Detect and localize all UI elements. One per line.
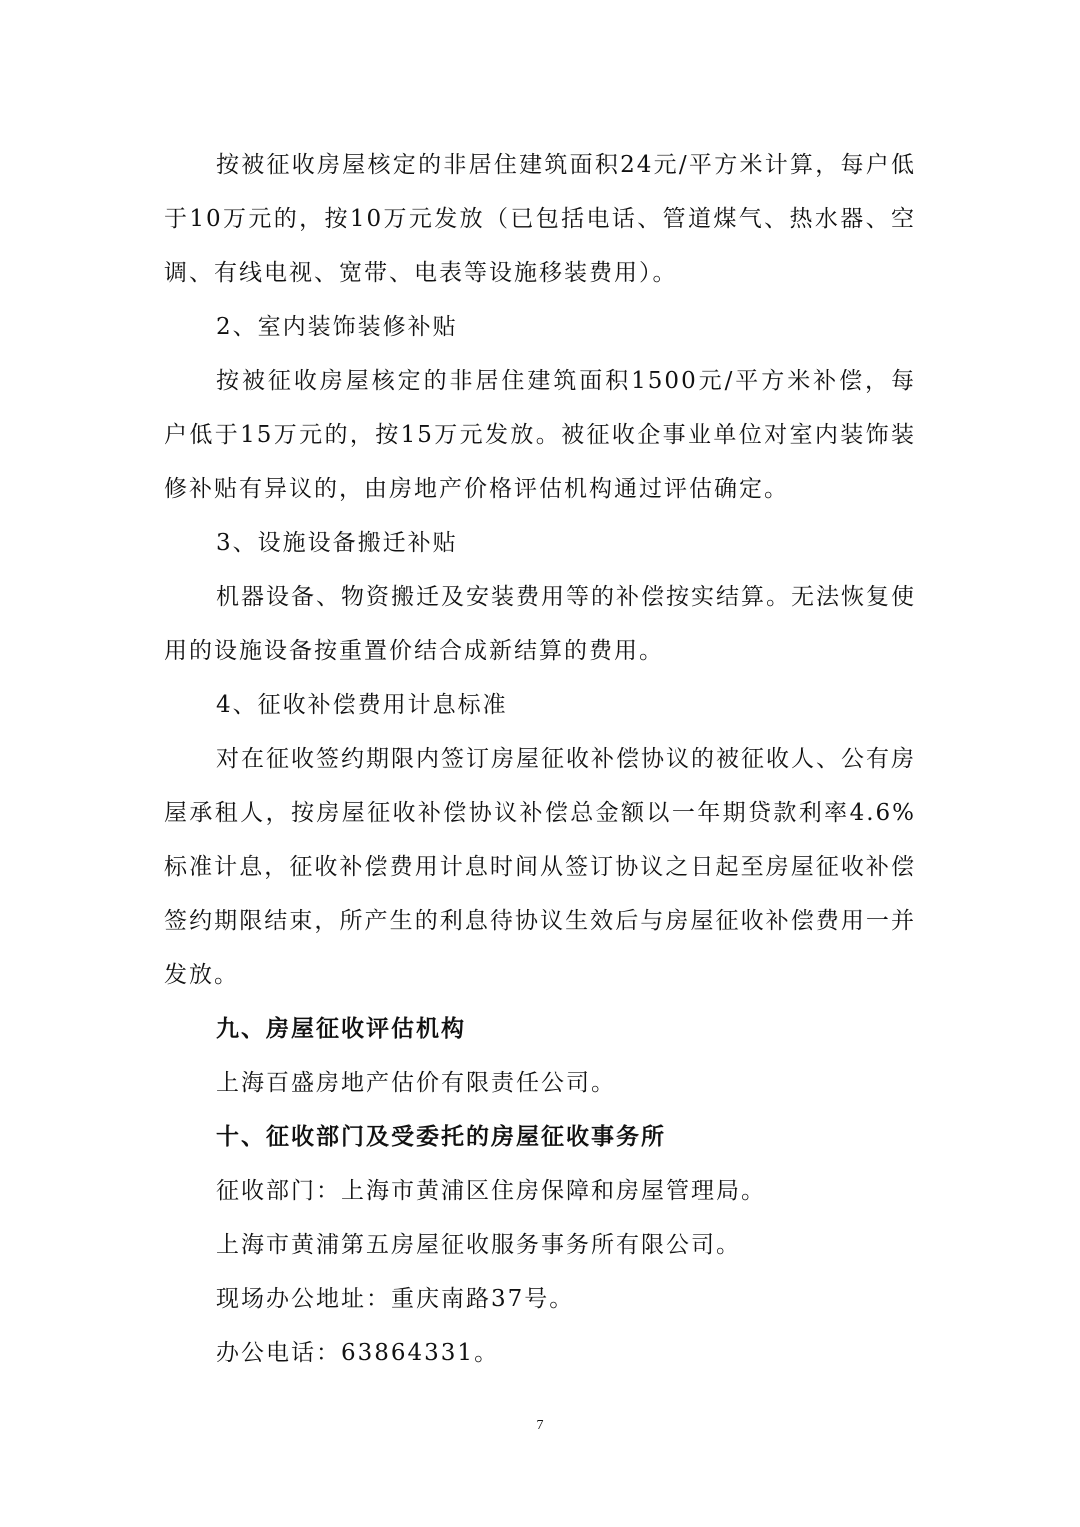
- expropriation-department-text: 征收部门：上海市黄浦区住房保障和房屋管理局。: [216, 1178, 766, 1204]
- heading-section-ten: 十、征收部门及受委托的房屋征收事务所: [216, 1123, 666, 1150]
- interior-decoration-text: 按被征收房屋核定的非居住建筑面积1500元/平方米补偿，每户低于15万元的，按15万元发放。被征收企事业单位对室内装饰装修补贴有异议的，由房地产价格评估机构通过评估确定。: [164, 368, 916, 502]
- facility-relocation-text: 按被征收房屋核定的非居住建筑面积24元/平方米计算，每户低于10万元的，按10万元发放（已包括电话、管道煤气、热水器、空调、有线电视、宽带、电表等设施移装费用）。: [164, 152, 916, 286]
- page-number: 7: [536, 1418, 544, 1433]
- appraisal-agency-text: 上海百盛房地产估价有限责任公司。: [216, 1070, 616, 1096]
- heading-section-nine: 九、房屋征收评估机构: [216, 1015, 466, 1042]
- heading-interest-standard: 4、征收补偿费用计息标准: [216, 692, 508, 718]
- office-address-text: 现场办公地址：重庆南路37号。: [216, 1286, 575, 1312]
- expropriation-office-text: 上海市黄浦第五房屋征收服务事务所有限公司。: [216, 1232, 741, 1258]
- heading-equipment-relocation: 3、设施设备搬迁补贴: [216, 530, 458, 556]
- heading-interior-decoration: 2、室内装饰装修补贴: [216, 314, 458, 340]
- interest-standard-text: 对在征收签约期限内签订房屋征收补偿协议的被征收人、公有房屋承租人，按房屋征收补偿协议补偿总金额以一年期贷款利率4.6%标准计息，征收补偿费用计息时间从签订协议之日起至房屋征收补偿签约期限结束，所产生的利息待协议生效后与房屋征收补偿费用一并发放。: [164, 746, 916, 988]
- office-phone-text: 办公电话：63864331。: [216, 1340, 500, 1366]
- page-body: [164, 138, 916, 1380]
- equipment-relocation-text: 机器设备、物资搬迁及安装费用等的补偿按实结算。无法恢复使用的设施设备按重置价结合成新结算的费用。: [164, 584, 916, 664]
